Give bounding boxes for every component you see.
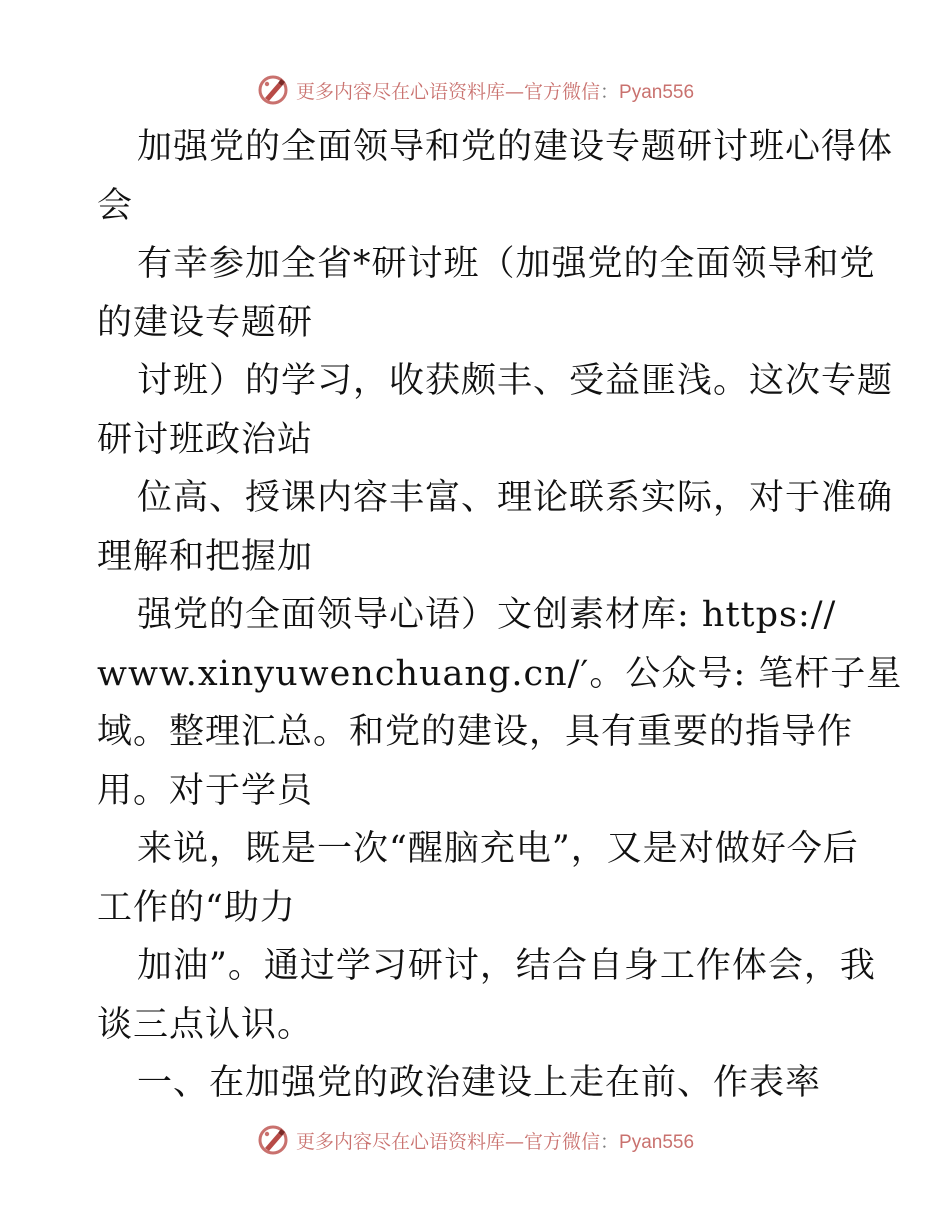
text-line: 位高、授课内容丰富、理论联系实际，对于准确	[137, 478, 894, 518]
pen-seal-logo-icon	[256, 1123, 290, 1157]
text-line: 强党的全面领导心语）文创素材库: https://	[137, 595, 837, 635]
text-line: 一、在加强党的政治建设上走在前、作表率	[137, 1063, 822, 1103]
watermark-wechat-id: Pyan556	[619, 1131, 695, 1153]
watermark-library-name: 更多内容尽在心语资料库	[295, 80, 505, 103]
text-line: 理解和把握加	[97, 536, 314, 577]
text-line: 加强党的全面领导和党的建设专题研讨班心得体	[137, 127, 894, 167]
watermark-official-label: 官方微信	[523, 1130, 600, 1153]
watermark-dash: —	[504, 1130, 524, 1153]
pen-seal-logo-icon	[256, 73, 290, 107]
watermark-text	[296, 77, 694, 104]
text-line: 谈三点认识。	[97, 1004, 314, 1045]
watermark-text	[296, 1127, 694, 1154]
watermark-separator: ：	[600, 1130, 620, 1153]
text-line: www.xinyuwenchuang.cn/′。公众号: 笔杆子星	[97, 653, 903, 694]
text-line: 加油”。通过学习研讨，结合自身工作体会，我	[137, 946, 876, 986]
header-watermark	[0, 70, 950, 110]
watermark-dash: —	[504, 80, 524, 103]
text-line: 用。对于学员	[97, 770, 314, 811]
text-line: 有幸参加全省*研讨班（加强党的全面领导和党	[137, 244, 876, 284]
watermark-official-label: 官方微信	[523, 80, 600, 103]
watermark-library-name: 更多内容尽在心语资料库	[295, 1130, 505, 1153]
watermark-separator: ：	[600, 80, 620, 103]
text-line: 研讨班政治站	[97, 419, 314, 460]
text-line: 域。整理汇总。和党的建设，具有重要的指导作	[97, 712, 854, 752]
footer-watermark	[0, 1120, 950, 1160]
text-line: 来说，既是一次“醒脑充电”，又是对做好今后	[137, 829, 859, 869]
text-line: 的建设专题研	[97, 302, 314, 343]
document-body	[97, 118, 903, 1113]
text-line: 会	[97, 185, 134, 226]
text-line: 讨班）的学习，收获颇丰、受益匪浅。这次专题	[137, 361, 894, 401]
text-line: 工作的“助力	[97, 887, 296, 928]
watermark-wechat-id: Pyan556	[619, 81, 695, 103]
